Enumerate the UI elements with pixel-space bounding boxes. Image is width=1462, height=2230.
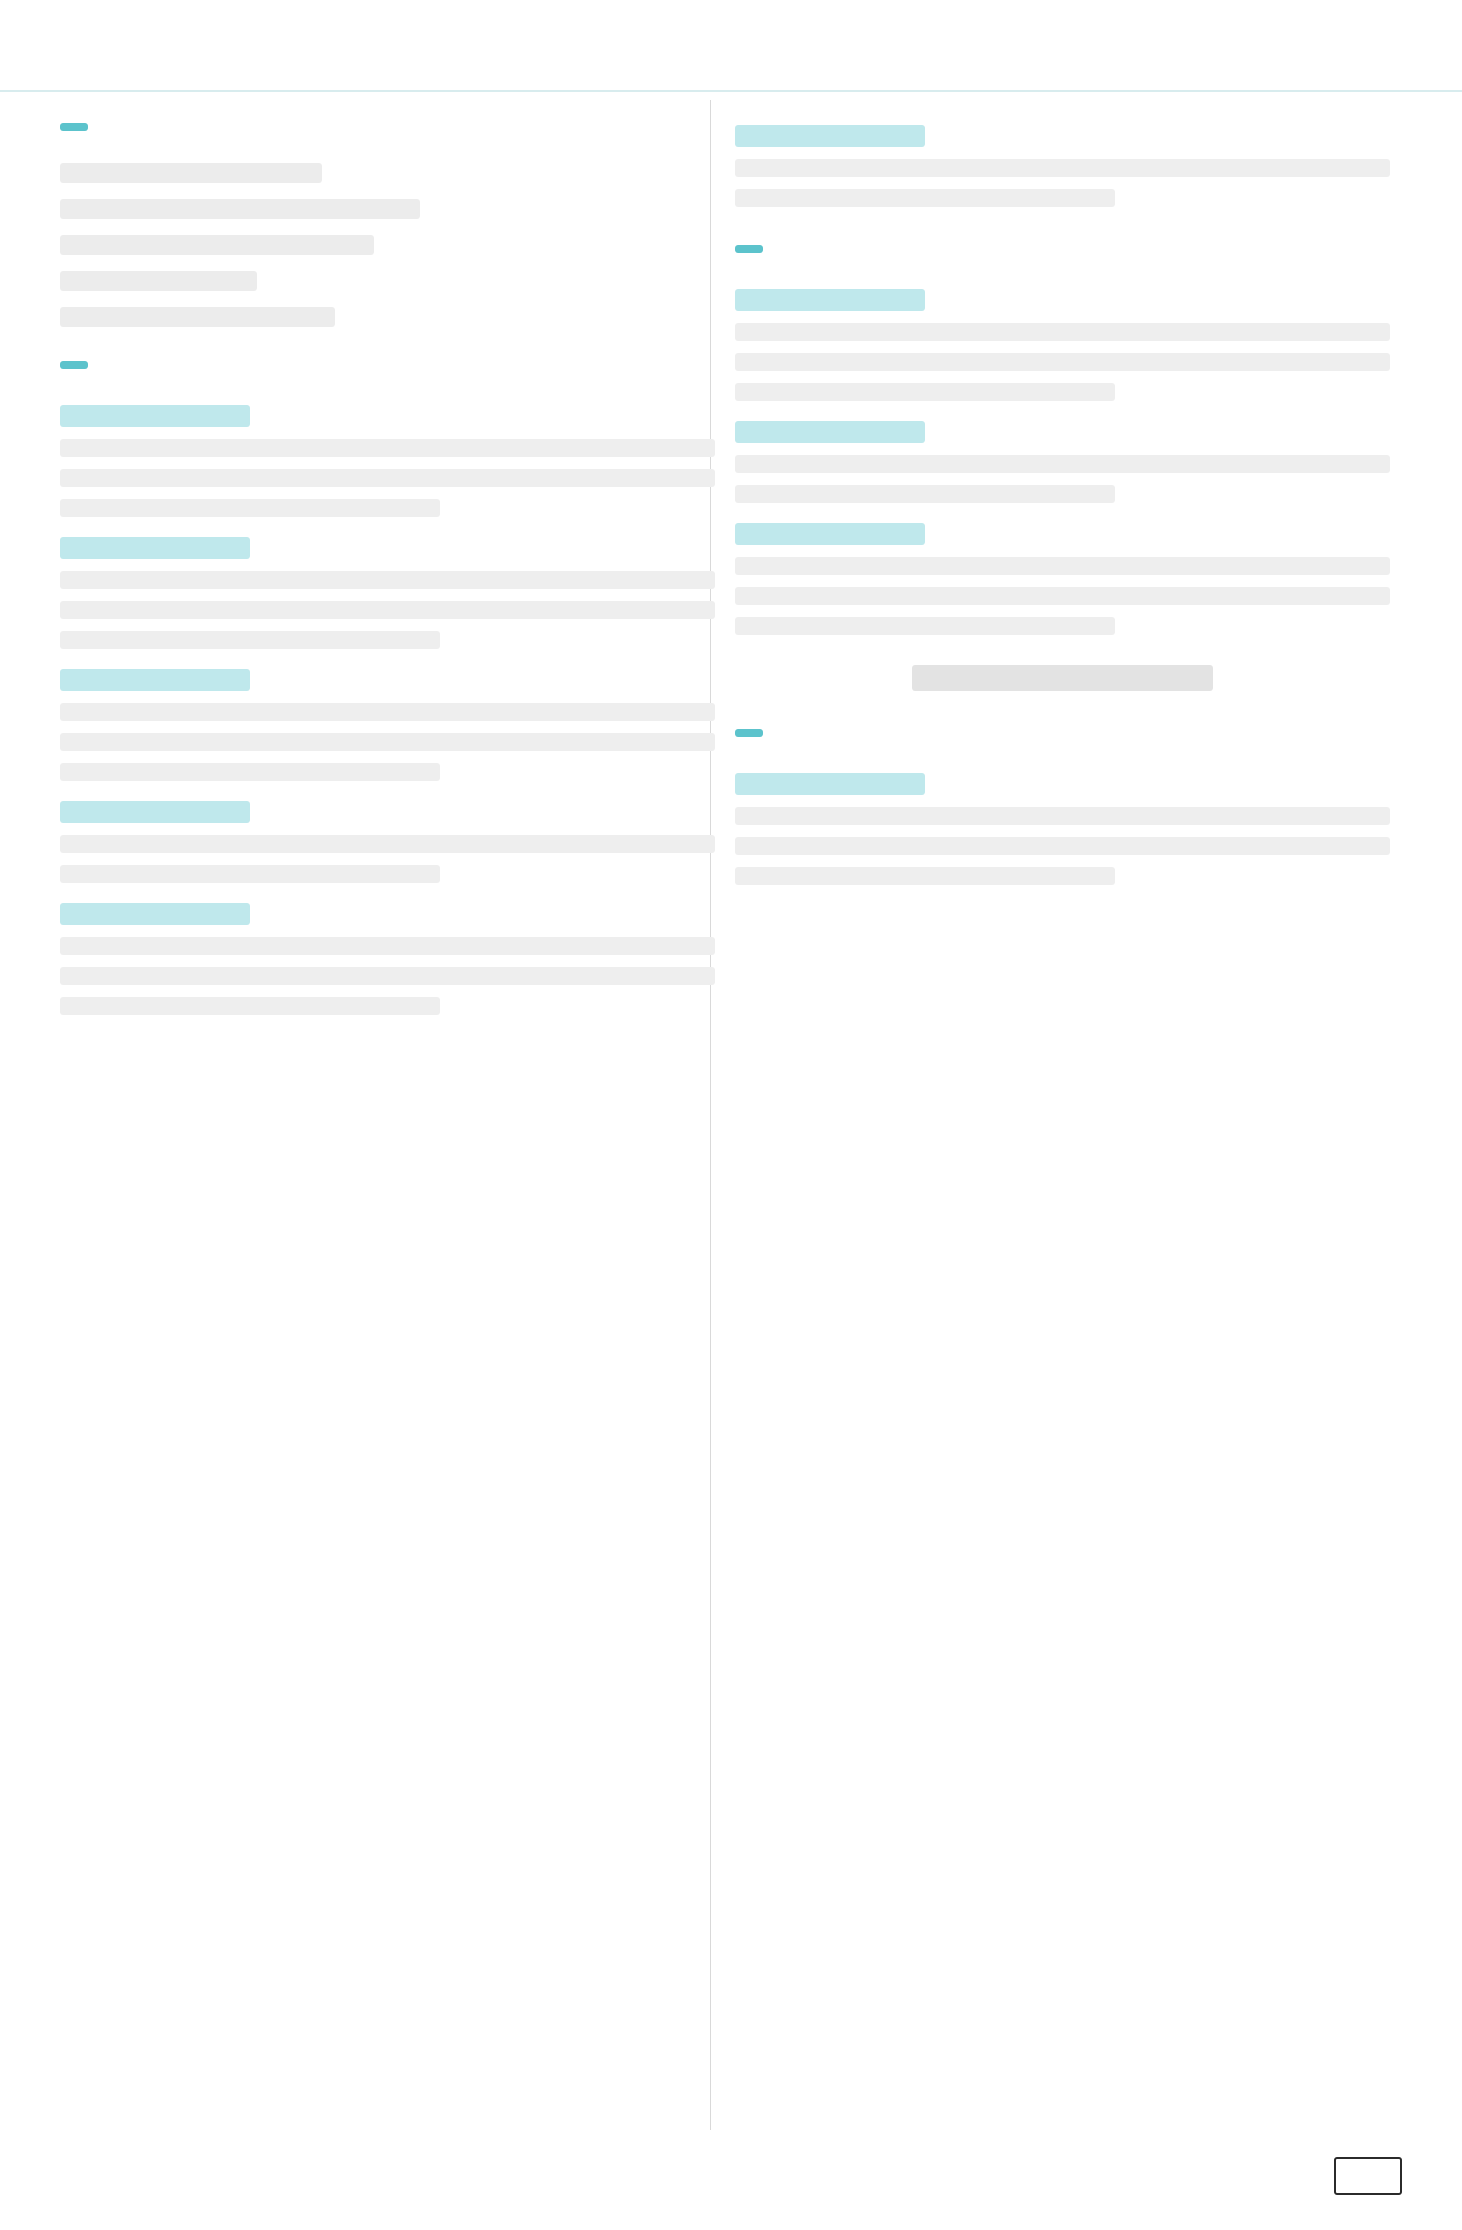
text-placeholder bbox=[60, 997, 440, 1015]
answer-item bbox=[735, 289, 1390, 401]
text-placeholder bbox=[60, 199, 420, 219]
text-placeholder bbox=[60, 703, 715, 721]
answer-item bbox=[60, 801, 715, 883]
answer-placeholder bbox=[60, 903, 250, 925]
answer-item bbox=[735, 773, 1390, 885]
section-label bbox=[60, 123, 88, 131]
text-placeholder bbox=[735, 323, 1390, 341]
text-placeholder bbox=[60, 571, 715, 589]
text-placeholder bbox=[735, 159, 1390, 177]
text-placeholder bbox=[735, 867, 1115, 885]
text-placeholder bbox=[735, 485, 1115, 503]
answer-item bbox=[60, 537, 715, 649]
text-placeholder bbox=[60, 835, 715, 853]
answer-item bbox=[60, 405, 715, 517]
answer-item bbox=[735, 421, 1390, 503]
text-placeholder bbox=[60, 763, 440, 781]
text-placeholder bbox=[735, 189, 1115, 207]
text-placeholder bbox=[60, 469, 715, 487]
text-placeholder bbox=[60, 307, 335, 327]
text-placeholder bbox=[735, 353, 1390, 371]
answer-placeholder bbox=[735, 773, 925, 795]
text-placeholder bbox=[735, 557, 1390, 575]
text-placeholder bbox=[60, 235, 374, 255]
answer-item bbox=[735, 125, 1390, 207]
right-column bbox=[735, 105, 1390, 2125]
answer-placeholder bbox=[735, 125, 925, 147]
page-number bbox=[1334, 2157, 1402, 2195]
answer-placeholder bbox=[60, 405, 250, 427]
text-placeholder bbox=[60, 271, 257, 291]
answer-placeholder bbox=[60, 537, 250, 559]
answer-item bbox=[60, 669, 715, 781]
text-placeholder bbox=[60, 967, 715, 985]
text-placeholder bbox=[735, 383, 1115, 401]
answer-placeholder bbox=[60, 801, 250, 823]
text-placeholder bbox=[735, 587, 1390, 605]
answer-item bbox=[60, 903, 715, 1015]
text-placeholder bbox=[60, 865, 440, 883]
text-placeholder bbox=[60, 499, 440, 517]
left-column bbox=[60, 105, 715, 2125]
text-placeholder bbox=[60, 631, 440, 649]
text-placeholder bbox=[735, 837, 1390, 855]
section-label bbox=[735, 245, 763, 253]
answer-placeholder bbox=[735, 421, 925, 443]
text-placeholder bbox=[735, 807, 1390, 825]
page-header bbox=[0, 0, 1462, 92]
text-placeholder bbox=[60, 439, 715, 457]
section-label bbox=[735, 729, 763, 737]
text-placeholder bbox=[735, 617, 1115, 635]
answer-item bbox=[735, 523, 1390, 635]
section-label bbox=[60, 361, 88, 369]
text-placeholder bbox=[60, 601, 715, 619]
text-placeholder bbox=[60, 163, 322, 183]
answer-placeholder bbox=[735, 289, 925, 311]
answer-placeholder bbox=[735, 523, 925, 545]
text-placeholder bbox=[60, 937, 715, 955]
text-placeholder bbox=[60, 733, 715, 751]
answer-placeholder bbox=[60, 669, 250, 691]
text-placeholder bbox=[735, 455, 1390, 473]
subheading-placeholder bbox=[912, 665, 1213, 691]
